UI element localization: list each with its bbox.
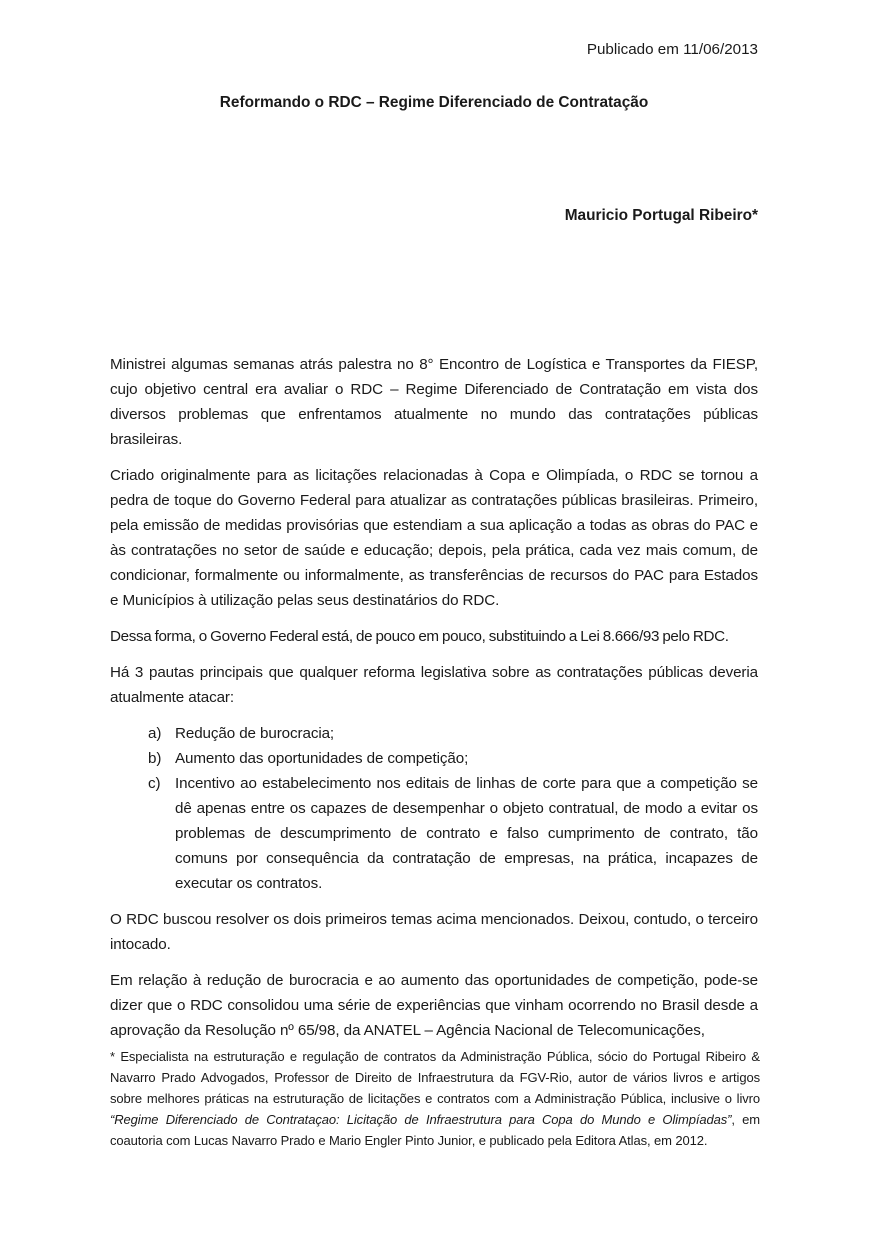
- list-item-text: Redução de burocracia;: [175, 725, 335, 742]
- list-item-marker: b): [148, 750, 162, 767]
- published-date: Publicado em 11/06/2013: [586, 41, 758, 58]
- footnote: [110, 1046, 760, 1151]
- list-item-marker: c): [148, 775, 161, 792]
- footnote-text-after-title: , em coautoria com Lucas Navarro Prado e Mario Engler Pinto Junior, e publicado pela Editora Atlas, em 2012.: [110, 1112, 760, 1148]
- footnote-text-before-title: * Especialista na estruturação e regulação de contratos da Administração Pública, sócio do Portugal Ribeiro & Navarro Prado Advogados, Professor de Direito de Infraestrutura da FGV-Rio, autor de vários livros e artigos sobre melhores práticas na estruturação de licitações e contratos com a Administração Pública, inclusive o livro: [110, 1049, 760, 1106]
- document-title: Reformando o RDC – Regime Diferenciado de Contratação: [219, 94, 649, 111]
- list-item-marker: a): [148, 725, 162, 742]
- document-body: [110, 352, 758, 1054]
- paragraph-criado-originalmente: Criado originalmente para as licitações relacionadas à Copa e Olimpíada, o RDC se tornou a pedra de toque do Governo Federal para atualizar as contratações públicas brasileiras. Primeiro, pela emissão de medidas provisórias que estendiam a sua aplicação a todas as obras do PAC e às contratações no setor de saúde e educação; depois, pela prática, cada vez mais comum, de condicionar, formalmente ou informalmente, as transferências de recursos do PAC para Estados e Municípios à utilização pelas seus destinatários do RDC.: [110, 467, 758, 609]
- list-item: [110, 721, 758, 746]
- paragraph-intro-palestra: Ministrei algumas semanas atrás palestra no 8° Encontro de Logística e Transportes da FIESP, cujo objetivo central era avaliar o RDC – Regime Diferenciado de Contratação em vista dos diversos problemas que enfrentamos atualmente no mundo das contratações públicas brasileiras.: [110, 356, 758, 448]
- list-item: [110, 771, 758, 896]
- footnote-book-title: “Regime Diferenciado de Contrataçao: Licitação de Infraestrutura para Copa do Mundo e Olimpíadas”: [110, 1112, 732, 1127]
- list-item-text: Aumento das oportunidades de competição;: [175, 750, 469, 767]
- paragraph-em-relacao: Em relação à redução de burocracia e ao aumento das oportunidades de competição, pode-se dizer que o RDC consolidou uma série de experiências que vinham ocorrendo no Brasil desde a aprovação da Resolução nº 65/98, da ANATEL – Agência Nacional de Telecomunicações,: [110, 972, 758, 1039]
- list-item-text: Incentivo ao estabelecimento nos editais de linhas de corte para que a competição se dê apenas entre os capazes de desempenhar o objeto contratual, de modo a evitar os problemas de descumprimento de contrato e falso cumprimento de contrato, tão comuns por consequência da contratação de empresas, na prática, incapazes de executar os contratos.: [175, 775, 758, 892]
- author-byline: Mauricio Portugal Ribeiro*: [564, 207, 758, 224]
- paragraph-ha-3-pautas: Há 3 pautas principais que qualquer reforma legislativa sobre as contratações públicas deveria atualmente atacar:: [110, 664, 758, 706]
- ordered-list-pautas: [110, 721, 758, 896]
- paragraph-dessa-forma: Dessa forma, o Governo Federal está, de pouco em pouco, substituindo a Lei 8.666/93 pelo RDC.: [110, 628, 729, 645]
- paragraph-rdc-buscou: O RDC buscou resolver os dois primeiros temas acima mencionados. Deixou, contudo, o terceiro intocado.: [110, 911, 758, 953]
- list-item: [110, 746, 758, 771]
